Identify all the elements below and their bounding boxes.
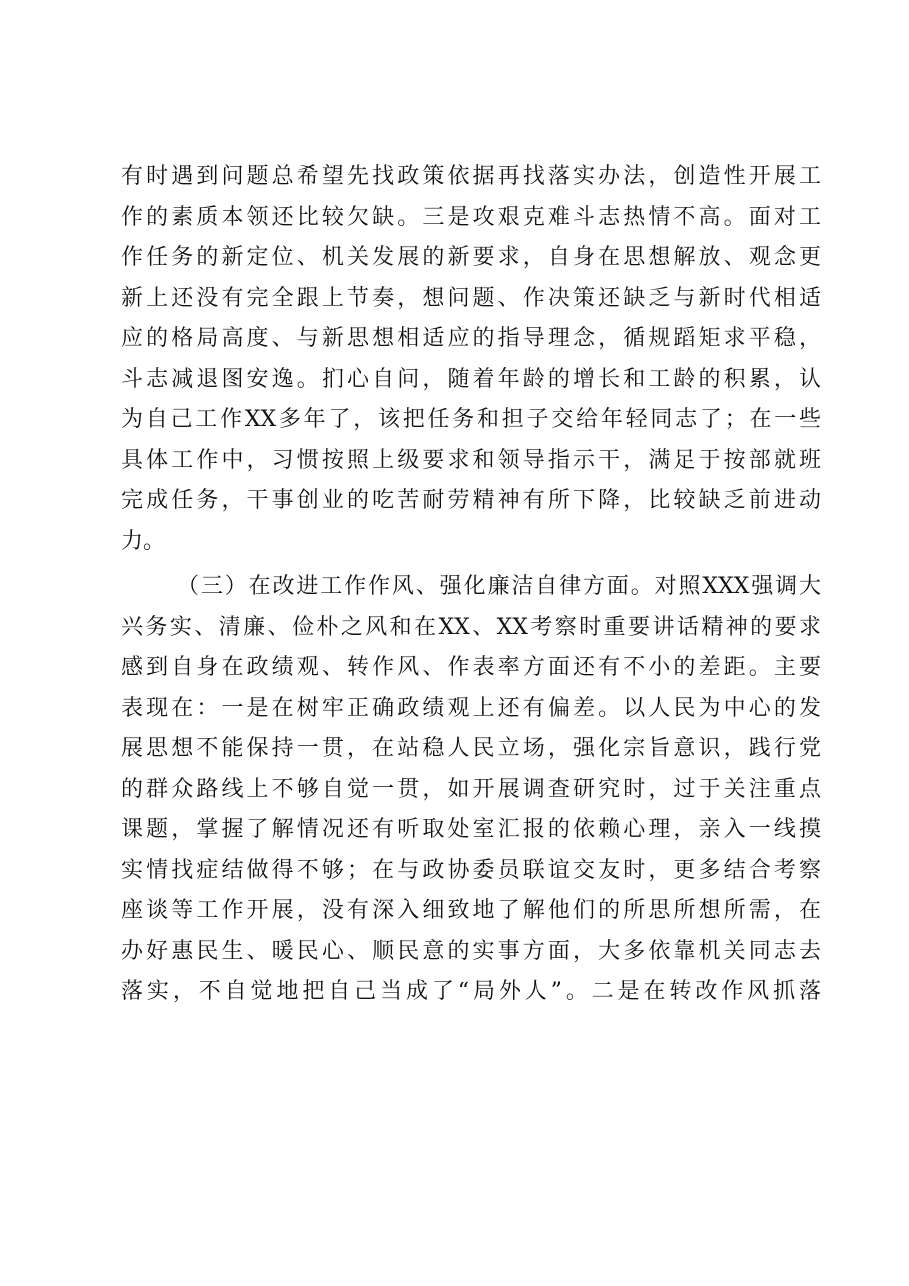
paragraph-line: 办好惠民生、暖民心、顺民意的实事方面，大多依靠机关同志去 bbox=[121, 938, 821, 964]
paragraph-line: 作任务的新定位、机关发展的新要求，自身在思想解放、观念更 bbox=[121, 245, 821, 270]
paragraph-line: 课题，掌握了解情况还有听取处室汇报的依赖心理，亲入一线摸 bbox=[121, 817, 821, 842]
paragraph-line: 的群众路线上不够自觉一贯，如开展调查研究时，过于关注重点 bbox=[121, 776, 821, 802]
paragraph-line: 新上还没有完全跟上节奏，想问题、作决策还缺乏与新时代相适 bbox=[121, 285, 821, 311]
paragraph-heading-line: （三）在改进工作作风、强化廉洁自律方面。对照XXX强调大 bbox=[177, 574, 821, 599]
paragraph-line: 为自己工作XX多年了，该把任务和担子交给年轻同志了；在一些 bbox=[121, 407, 821, 432]
paragraph-line: 展思想不能保持一贯，在站稳人民立场，强化宗旨意识，践行党 bbox=[121, 736, 821, 761]
paragraph-line: 有时遇到问题总希望先找政策依据再找落实办法，创造性开展工 bbox=[121, 164, 821, 189]
paragraph-line: 应的格局高度、与新思想相适应的指导理念，循规蹈矩求平稳， bbox=[121, 326, 821, 351]
paragraph-line: 斗志减退图安逸。扪心自问，随着年龄的增长和工龄的积累，认 bbox=[121, 366, 821, 392]
paragraph-line: 感到自身在政绩观、转作风、作表率方面还有不小的差距。主要 bbox=[121, 655, 821, 680]
paragraph-line: 表现在：一是在树牢正确政绩观上还有偏差。以人民为中心的发 bbox=[121, 695, 821, 721]
paragraph-line: 作的素质本领还比较欠缺。三是攻艰克难斗志热情不高。面对工 bbox=[121, 204, 821, 230]
paragraph-2 bbox=[121, 567, 821, 1013]
paragraph-1 bbox=[121, 157, 821, 562]
paragraph-line: 座谈等工作开展，没有深入细致地了解他们的所思所想所需，在 bbox=[121, 898, 821, 923]
paragraph-line: 兴务实、清廉、俭朴之风和在XX、XX考察时重要讲话精神的要求 bbox=[121, 614, 821, 640]
paragraph-line: 实情找症结做得不够；在与政协委员联谊交友时，更多结合考察 bbox=[121, 857, 821, 883]
paragraph-line: 具体工作中，习惯按照上级要求和领导指示干，满足于按部就班 bbox=[121, 447, 821, 473]
document-body bbox=[121, 157, 821, 1013]
paragraph-line: 力。 bbox=[121, 528, 166, 554]
paragraph-line: 完成任务，干事创业的吃苦耐劳精神有所下降，比较缺乏前进动 bbox=[121, 488, 821, 513]
paragraph-line: 落实，不自觉地把自己当成了“局外人”。二是在转改作风抓落 bbox=[121, 979, 821, 1004]
